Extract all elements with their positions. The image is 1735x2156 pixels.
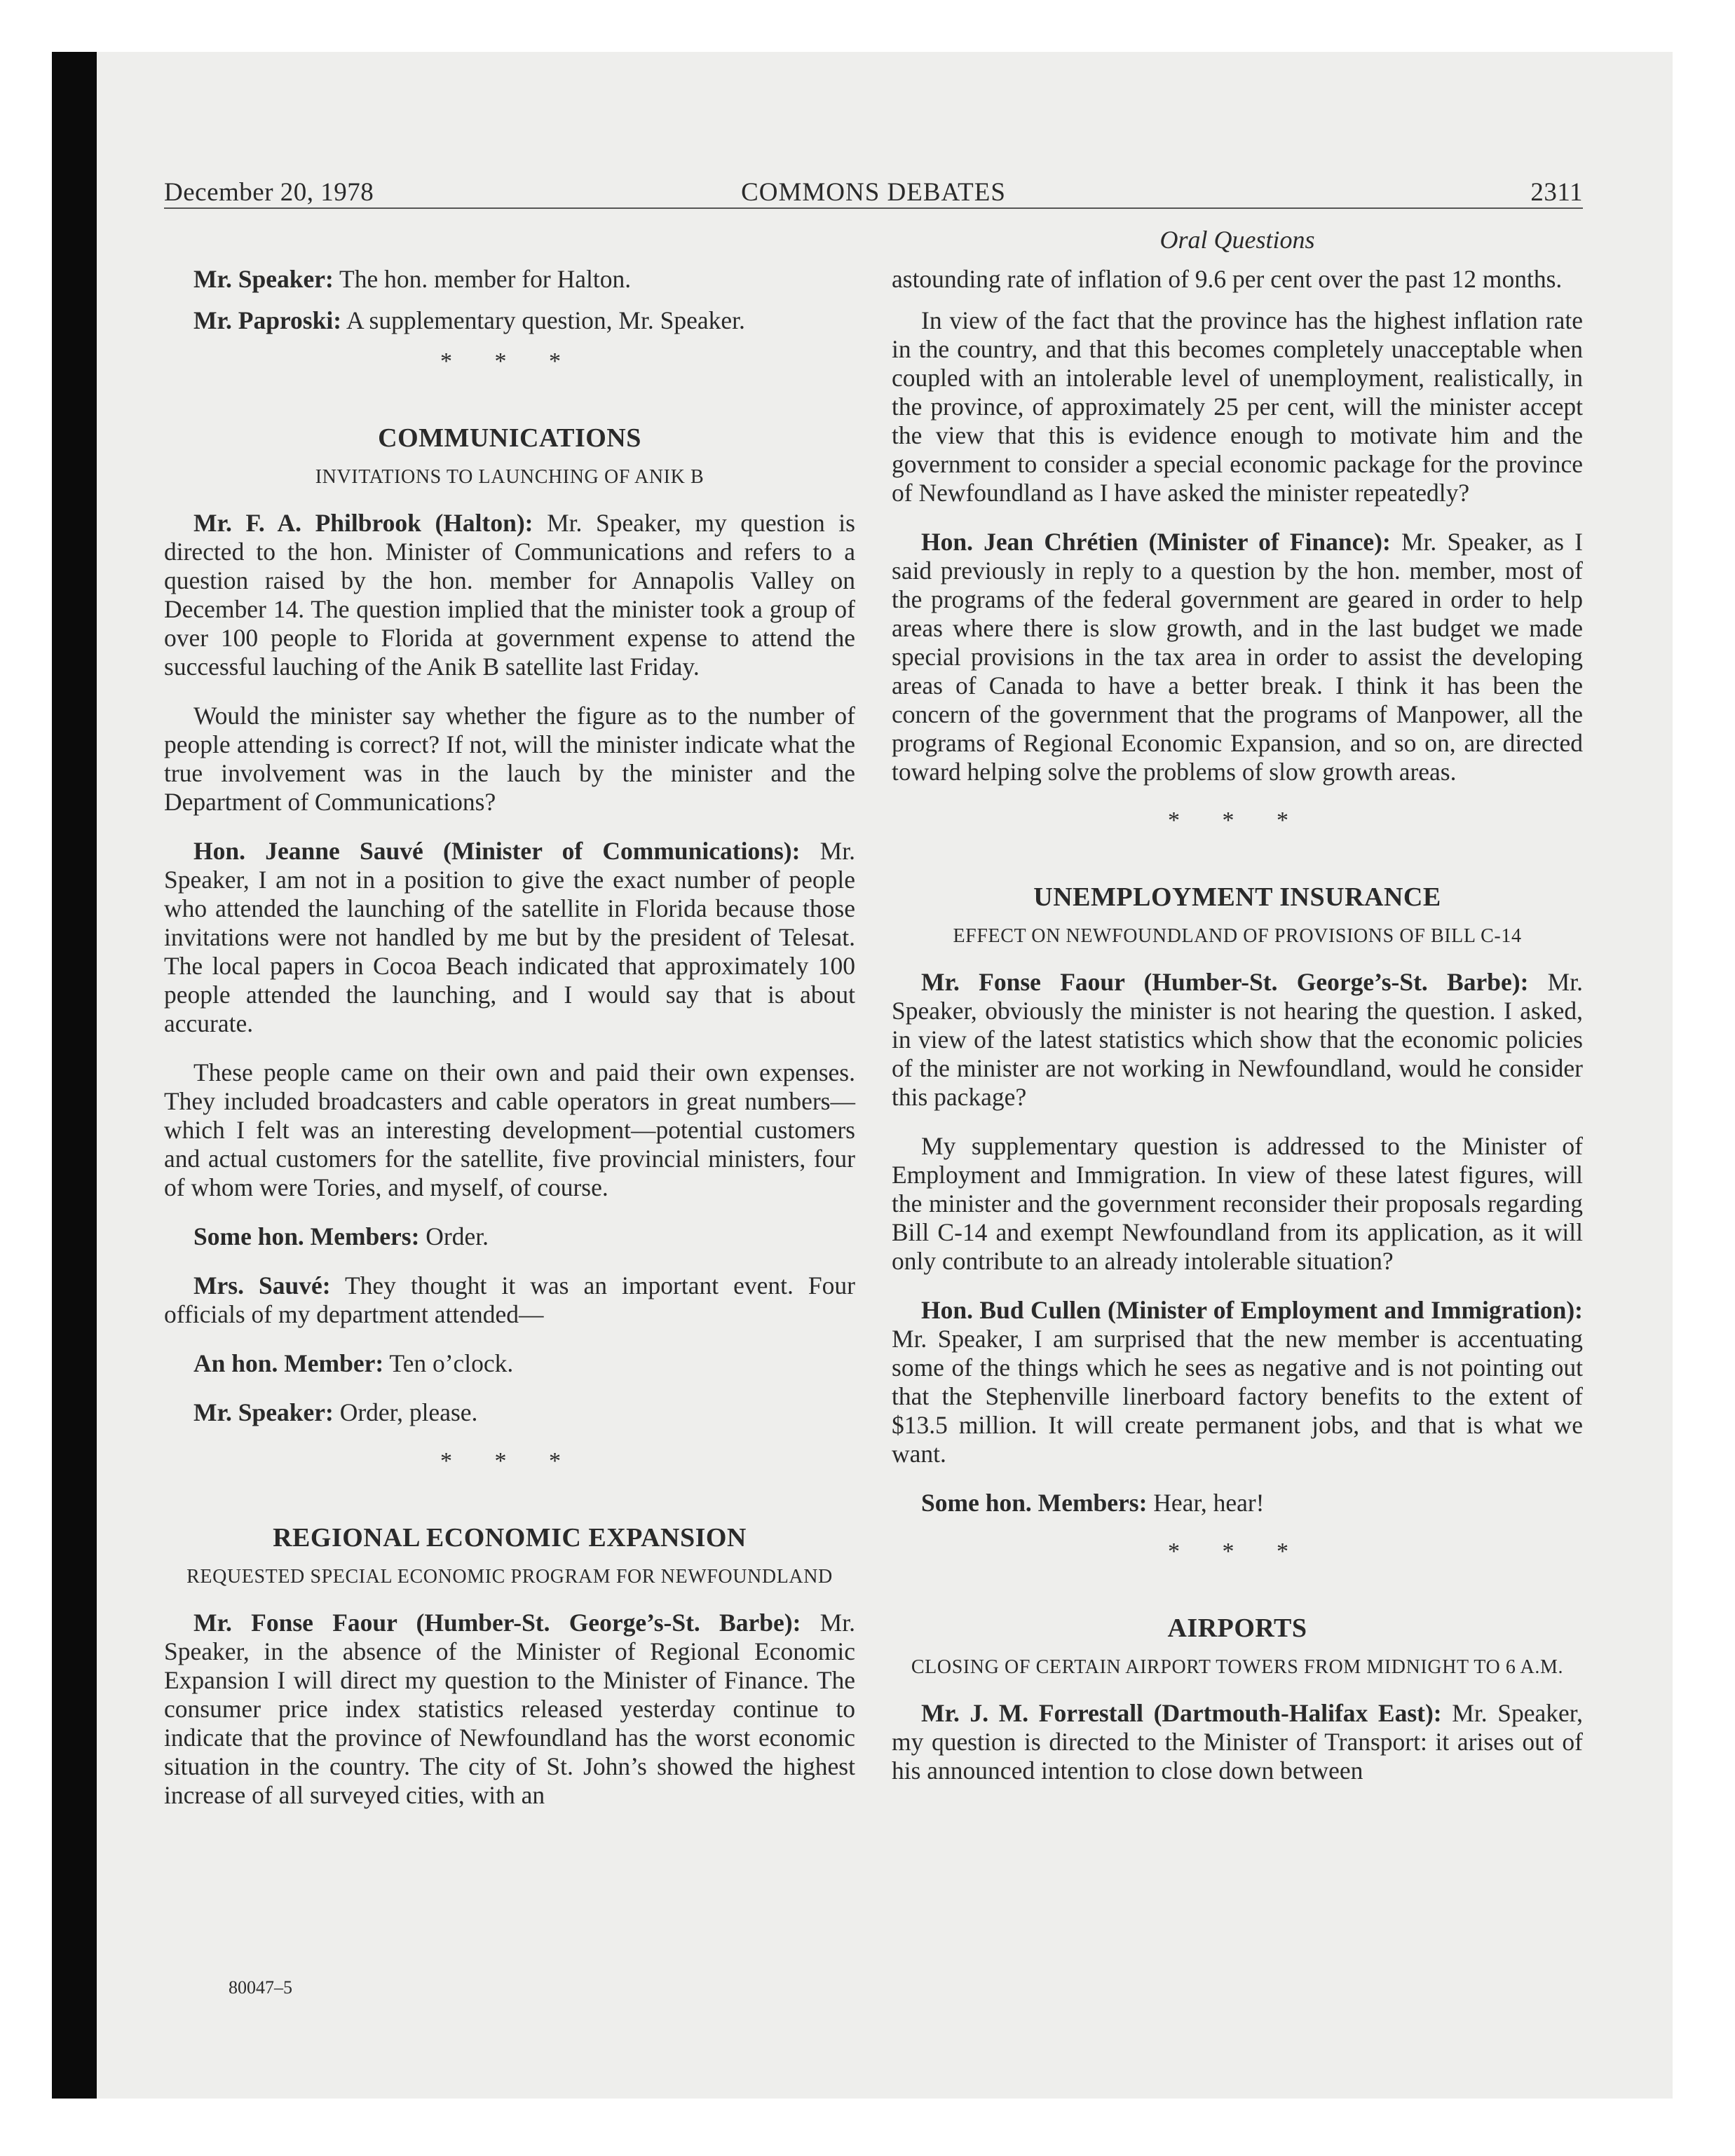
footer-code: 80047–5 <box>229 1977 292 1998</box>
speaker-name: Some hon. Members: <box>193 1222 420 1250</box>
left-column <box>164 265 855 1830</box>
running-head <box>164 175 1583 210</box>
speaker-name: Some hon. Members: <box>921 1489 1148 1517</box>
section-subtitle: CLOSING OF CERTAIN AIRPORT TOWERS FROM MIDNIGHT TO 6 A.M. <box>911 1656 1564 1678</box>
speaker-name: An hon. Member: <box>193 1349 384 1377</box>
speech-text: Order, please. <box>333 1398 478 1426</box>
paragraph <box>892 528 1583 786</box>
section-subtitle: EFFECT ON NEWFOUNDLAND OF PROVISIONS OF BILL C-14 <box>953 925 1522 947</box>
speaker-name: Mr. Fonse Faour (Humber-St. George’s-St. Barbe): <box>921 968 1529 996</box>
speech-text: Mr. Speaker, my question is directed to the hon. Minister of Communications and refers to a question raised by the hon. member for Annapolis Valley on December 14. The question implied that the minister took a group of over 100 people to Florida at government expense to attend the successful lauching of the Anik B satellite last Friday. <box>164 509 855 681</box>
speaker-name: Mrs. Sauvé: <box>193 1271 331 1299</box>
paragraph <box>892 1699 1583 1785</box>
section-title: COMMUNICATIONS <box>378 423 641 453</box>
paragraph <box>892 1489 1583 1517</box>
paragraph <box>164 1398 855 1427</box>
speaker-name: Mr. Speaker: <box>193 1398 334 1426</box>
speaker-name: Mr. Paproski: <box>193 306 342 334</box>
section-separator: * * * <box>440 348 579 374</box>
right-column <box>892 265 1583 1806</box>
speaker-name: Hon. Jeanne Sauvé (Minister of Communications): <box>193 837 801 865</box>
section-subtitle: REQUESTED SPECIAL ECONOMIC PROGRAM FOR NEWFOUNDLAND <box>186 1566 833 1588</box>
speech-text: They thought it was an important event. Four officials of my department attended— <box>164 1271 855 1328</box>
paragraph <box>164 1349 855 1378</box>
paragraph <box>164 1271 855 1329</box>
paragraph <box>164 509 855 681</box>
speech-text: The hon. member for Halton. <box>333 265 632 293</box>
paragraph <box>892 1296 1583 1468</box>
speech-text: Mr. Speaker, in the absence of the Minister of Regional Economic Expansion I will direct my question to the Minister of Finance. The consumer price index statistics released yesterday continue to indicate that the province of Newfoundland has the worst economic situation in the country. The city of St. John’s showed the highest increase of all surveyed cities, with an <box>164 1609 855 1809</box>
speaker-name: Hon. Bud Cullen (Minister of Employment and Immigration): <box>921 1296 1583 1324</box>
speech-text: Mr. Speaker, I am not in a position to give the exact number of people who attended the launching of the satellite in Florida because those invitations were not handled by me but by the president of Telesat. The local papers in Cocoa Beach indicated that approximately 100 people attended the launching, and I would say that is about accurate. <box>164 837 855 1037</box>
speech-text: A supplementary question, Mr. Speaker. <box>341 306 745 334</box>
speaker-name: Hon. Jean Chrétien (Minister of Finance): <box>921 528 1391 556</box>
section-subtitle: INVITATIONS TO LAUNCHING OF ANIK B <box>315 466 705 488</box>
page-number: 2311 <box>1530 178 1583 207</box>
speech-text: Ten o’clock. <box>383 1349 514 1377</box>
speech-text: Mr. Speaker, as I said previously in reply to a question by the hon. member, most of the programs of the federal government are geared in order to help areas where there is slow growth, and in the last budget we made special provisions in the tax area in order to assist the developing areas of Canada to have a better break. I think it has been the concern of the government that the programs of Manpower, all the programs of Regional Economic Expansion, and so on, are directed toward helping solve the problems of slow growth areas. <box>892 528 1583 786</box>
header-rule <box>164 207 1583 209</box>
speaker-name: Mr. F. A. Philbrook (Halton): <box>193 509 533 537</box>
speech-text: Order. <box>419 1222 489 1250</box>
paragraph <box>164 1222 855 1251</box>
speech-text: Mr. Speaker, I am surprised that the new member is accentuating some of the things which he sees as negative and is not pointing out that the Stephenville linerboard factory benefits to the extent of $13.5 million. It will create permanent jobs, and that is what we want. <box>892 1325 1583 1468</box>
paragraph <box>164 1609 855 1810</box>
paragraph <box>164 306 855 335</box>
paragraph: astounding rate of inflation of 9.6 per cent over the past 12 months. <box>892 265 1563 293</box>
paragraph: In view of the fact that the province has the highest inflation rate in the country, and that this becomes completely unacceptable when coupled with an intolerable level of unemployment, realistically, in the province, of approximately 25 per cent, will the minister accept the view that this is evidence enough to motivate him and the government to consider a special economic package for the province of Newfoundland as I have asked the minister repeatedly? <box>892 306 1583 507</box>
speaker-name: Mr. Fonse Faour (Humber-St. George’s-St. Barbe): <box>193 1609 801 1637</box>
column-header: Oral Questions <box>1159 226 1315 254</box>
section-separator: * * * <box>440 1448 579 1474</box>
paragraph <box>164 265 855 294</box>
speech-text: Mr. Speaker, obviously the minister is not hearing the question. I asked, in view of the latest statistics which show that the economic policies of the minister are not working in Newfoundland, would he consider this package? <box>892 968 1583 1111</box>
section-title: AIRPORTS <box>1167 1613 1307 1643</box>
section-separator: * * * <box>1168 807 1307 833</box>
paragraph: These people came on their own and paid their own expenses. They included broadcasters and cable operators in great numbers—which I felt was an interesting development—potential customers and actual customers for the satellite, five provincial ministers, four of whom were Tories, and myself, of course. <box>164 1058 855 1201</box>
speech-text: Mr. Speaker, my question is directed to the Minister of Transport: it arises out of his announced intention to close down between <box>892 1699 1583 1785</box>
section-title: REGIONAL ECONOMIC EXPANSION <box>273 1523 747 1553</box>
speaker-name: Mr. Speaker: <box>193 265 334 293</box>
header-title: COMMONS DEBATES <box>741 178 1006 207</box>
paragraph: My supplementary question is addressed to the Minister of Employment and Immigration. In view of these latest figures, will the minister and the government reconsider their proposals regarding Bill C-14 and exempt Newfoundland from its application, as it will only contribute to an already intolerable situation? <box>892 1132 1583 1275</box>
header-date: December 20, 1978 <box>164 178 374 207</box>
speech-text: Hear, hear! <box>1147 1489 1265 1517</box>
binding-edge <box>52 52 97 2099</box>
paragraph <box>164 837 855 1038</box>
paragraph: Would the minister say whether the figure as to the number of people attending is correct? If not, will the minister indicate what the true involvement was in the lauch by the minister and the Department of Communications? <box>164 702 855 816</box>
section-title: UNEMPLOYMENT INSURANCE <box>1033 882 1441 912</box>
speaker-name: Mr. J. M. Forrestall (Dartmouth-Halifax East): <box>921 1699 1442 1727</box>
paragraph <box>892 968 1583 1112</box>
section-separator: * * * <box>1168 1538 1307 1564</box>
